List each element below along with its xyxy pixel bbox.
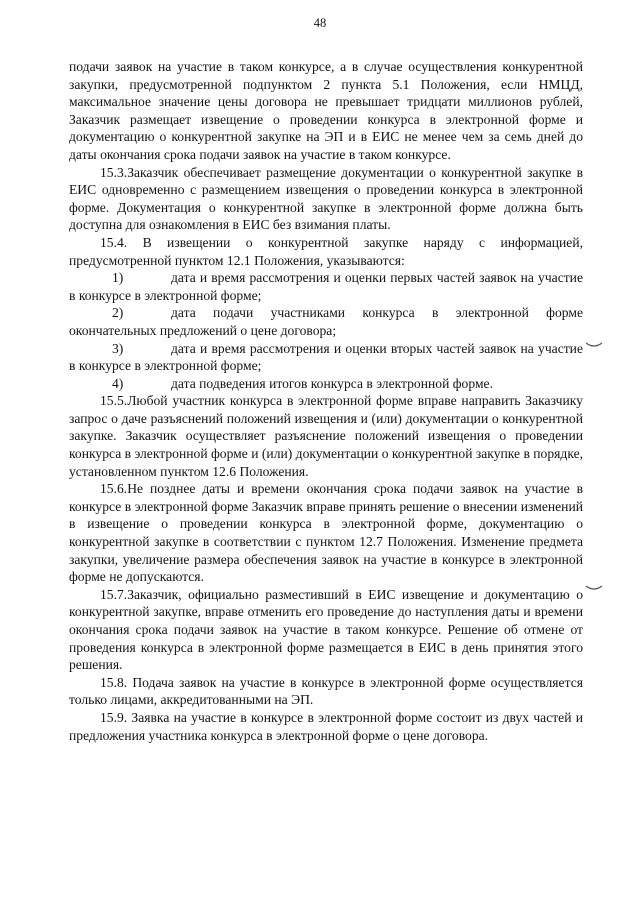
paragraph-15-9: 15.9. Заявка на участие в конкурсе в электронной форме состоит из двух частей и предложения участника конкурса в электронной форме о цене договора. [69, 709, 583, 743]
list-item [69, 340, 583, 375]
list-item-text: дата подведения итогов конкурса в электронной форме. [171, 375, 493, 391]
document-body [69, 58, 583, 744]
paragraph-15-4: 15.4. В извещении о конкурентной закупке наряду с информацией, предусмотренной пунктом 12.1 Положения, указываются: [69, 234, 583, 268]
paragraph-15-5: 15.5.Любой участник конкурса в электронной форме вправе направить Заказчику запрос о даче разъяснений положений извещения и (или) документации о конкурентной закупке. Заказчик осуществляет разъяснение положений извещения о проведении конкурса в электронной форме и (или) документации о конкурентной закупке в порядке, установленном пунктом 12.6 Положения. [69, 393, 584, 479]
list-item-text: дата подачи участниками конкурса в электронной форме окончательных предложений о цене договора; [69, 305, 583, 338]
page-number: 48 [313, 16, 327, 30]
list-item [69, 269, 583, 304]
list-item-number: 1) [112, 270, 124, 286]
list-item-number: 4) [112, 375, 124, 391]
paragraph-15-6: 15.6.Не позднее даты и времени окончания срока подачи заявок на участие в конкурсе в электронной форме Заказчик вправе принять решение о внесении изменений в извещение о проведении конкурса в электронной форме, документацию о конкурентной закупке в соответствии с пунктом 12.7 Положения. Изменение предмета закупки, увеличение размера обеспечения заявок на участие в конкурсе в электронной форме не допускаются. [69, 481, 583, 585]
margin-tick-mark [585, 340, 603, 350]
margin-tick-mark [585, 583, 603, 593]
list-item [69, 304, 583, 339]
list-item-number: 3) [112, 340, 124, 356]
paragraph-15-7: 15.7.Заказчик, официально разместивший в ЕИС извещение и документацию о конкурентной закупке, вправе отменить его проведение до наступления даты и времени окончания срока подачи заявок на участие в таком конкурсе. Решение об отмене от проведения конкурса в электронной форме размещается в ЕИС в день принятия этого решения. [69, 586, 583, 673]
list-item-number: 2) [112, 305, 124, 321]
paragraph-continuation: подачи заявок на участие в таком конкурсе, а в случае осуществления конкурентной закупки, предусмотренной подпунктом 2 пункта 5.1 Положения, если НМЦД, максимальное значение цены договора не превышает тридцати миллионов рублей, Заказчик размещает извещение о проведении конкурса в электронной форме и документацию о конкурентной закупке на ЭП и в ЕИС не менее чем за семь дней до даты окончания срока подачи заявок на участие в таком конкурсе. [69, 59, 583, 162]
paragraph-15-8: 15.8. Подача заявок на участие в конкурсе в электронной форме осуществляется только лицами, аккредитованными на ЭП. [69, 674, 583, 708]
paragraph-15-3: 15.3.Заказчик обеспечивает размещение документации о конкурентной закупке в ЕИС одновременно с размещением извещения о проведении конкурса в электронной форме. Документация о конкурентной закупке в электронной форме должна быть доступна для ознакомления в ЕИС без взимания платы. [69, 164, 583, 233]
list-item [69, 375, 583, 393]
list-item-text: дата и время рассмотрения и оценки первых частей заявок на участие в конкурсе в электронной форме; [69, 270, 583, 303]
list-item-text: дата и время рассмотрения и оценки вторых частей заявок на участие в конкурсе в электронной форме; [69, 340, 583, 374]
